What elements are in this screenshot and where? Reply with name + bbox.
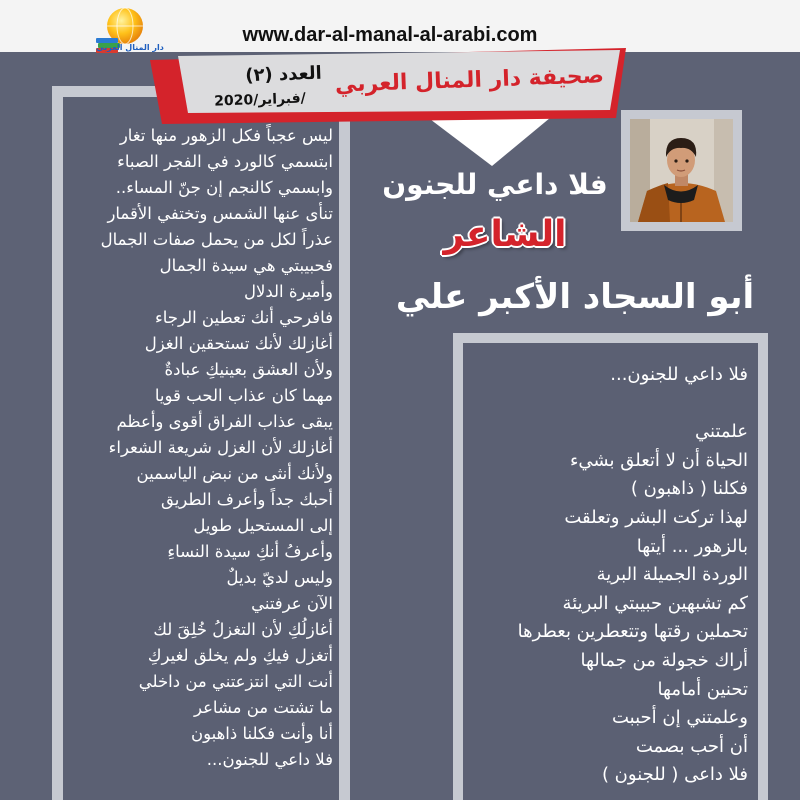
- right-poem-line: أن أحب بصمت: [635, 735, 748, 757]
- right-poem-line: علمتني: [695, 421, 748, 443]
- right-poem-line: فلا داعى ( للجنون ): [601, 764, 748, 786]
- left-poem-line: يبقى عذاب الفراق أقوى وأعظم: [116, 412, 333, 431]
- left-poem-line: عذراً لكل من يحمل صفات الجمال: [100, 230, 333, 249]
- right-poem-line: الوردة الجميلة البرية: [596, 564, 748, 586]
- issue-number: العدد (٢): [244, 62, 323, 87]
- right-poem-line: بالزهور ... أيتها: [636, 535, 748, 557]
- left-poem-line: ما تشتت من مشاعر: [193, 698, 333, 717]
- left-poem-line: أغازلُكِ لأن التغزلُ خُلِقَ لك: [153, 620, 333, 639]
- left-poem-line: ولأنك أنثى من نبض الياسمين: [136, 464, 333, 483]
- left-poem-line: أنا وأنت فكلنا ذاهبون: [190, 724, 333, 743]
- poem-column-left: [52, 86, 350, 800]
- right-poem-line: وعلمتني إن أحببت: [612, 707, 748, 729]
- left-poem-line: أحبك جداً وأعرف الطريق: [160, 490, 333, 509]
- left-poem-line: أنت التي انتزعتني من داخلي: [138, 672, 333, 691]
- left-poem-line: وأميرة الدلال: [243, 282, 333, 301]
- left-poem-line: فافرحي أنك تعطين الرجاء: [154, 308, 333, 327]
- right-poem-line: تحملين رقتها وتتعطرين بعطرها: [517, 621, 748, 643]
- right-poem-line: فلا داعي للجنون...: [610, 364, 748, 385]
- newspaper-title: صحيفة دار المنال العربي: [334, 63, 605, 98]
- right-poem-line: فكلنا ( ذاهبون ): [630, 478, 748, 500]
- left-poem-line: فحبيبتي هي سيدة الجمال: [159, 256, 333, 275]
- right-poem-line: الحياة أن لا أتعلق بشيء: [569, 449, 748, 471]
- poem-column-right: [453, 333, 768, 800]
- left-poem-line: إلى المستحيل طويل: [193, 516, 333, 535]
- right-poem-line: تحنين أمامها: [657, 678, 748, 700]
- left-poem-line: وابسمي كالنجم إن جنّ المساء..: [115, 178, 333, 197]
- left-poem-line: تنأى عنها الشمس وتختفي الأقمار: [107, 204, 333, 223]
- left-poem-line: أغازلك لأن الغزل شريعة الشعراء: [108, 438, 333, 457]
- left-poem-line: مهما كان عذاب الحب قويا: [154, 386, 333, 405]
- left-poem-line: وأعرفُ أنكِ سيدة النساءِ: [167, 542, 333, 561]
- left-poem-line: ليس عجباً فكل الزهور منها تغار: [119, 126, 333, 145]
- left-poem-line: الآن عرفتني: [251, 594, 333, 613]
- left-poem-line: أتغزل فيكِ ولم يخلق لغيركِ: [147, 646, 333, 665]
- poem-title: فلا داعي للجنون: [382, 168, 608, 201]
- left-poem-line: ابتسمي كالورد في الفجر الصباء: [117, 152, 333, 171]
- left-poem-line: أغازلك لأنك تستحقين الغزل: [144, 334, 333, 353]
- left-poem-line: ولأن العشق بعينيكِ عبادةٌ: [164, 360, 333, 379]
- left-poem-line: فلا داعي للجنون...: [206, 750, 333, 769]
- globe-logo-icon: [92, 6, 164, 62]
- left-poem-line: وليس لديّ بديلٌ: [226, 568, 333, 587]
- stanza-gap: [469, 390, 748, 419]
- issue-date: فبراير/2020/: [213, 90, 307, 110]
- poet-name: أبو السجاد الأكبر علي: [395, 277, 755, 317]
- logo-text: دار المنال العربي: [96, 43, 164, 52]
- right-poem-line: لهذا تركت البشر وتعلقت: [564, 506, 748, 528]
- right-poem-line: أراك خجولة من جمالها: [580, 649, 748, 671]
- right-poem-line: كم تشبهين حبيبتي البريئة: [562, 592, 748, 614]
- poet-label: الشاعر: [443, 214, 567, 255]
- site-url: www.dar-al-manal-al-arabi.com: [242, 24, 538, 46]
